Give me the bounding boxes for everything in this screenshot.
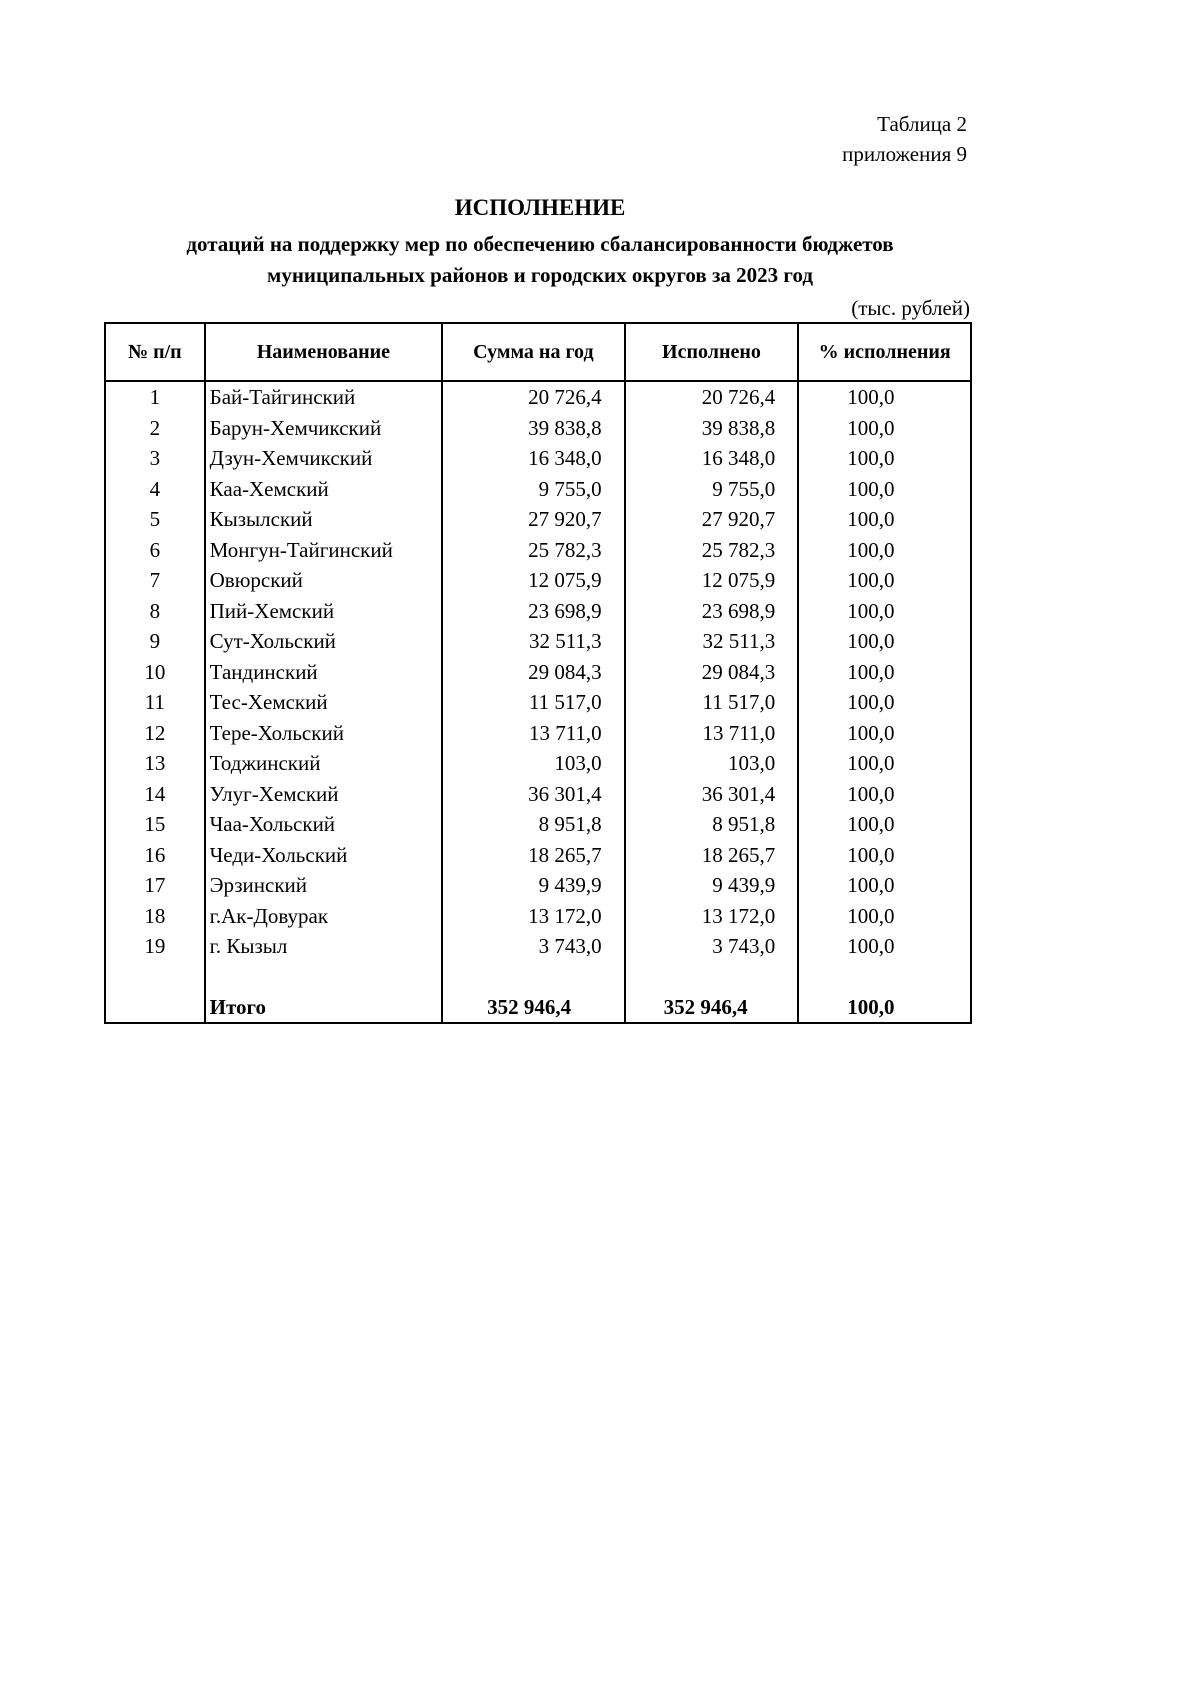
execution-percent: 100,0 xyxy=(798,840,971,871)
row-number: 4 xyxy=(105,474,205,505)
row-number: 15 xyxy=(105,809,205,840)
execution-percent: 100,0 xyxy=(798,901,971,932)
executed-amount: 16 348,0 xyxy=(625,443,799,474)
annual-sum: 25 782,3 xyxy=(442,535,625,566)
annual-sum: 13 172,0 xyxy=(442,901,625,932)
annual-sum: 12 075,9 xyxy=(442,565,625,596)
annual-sum: 20 726,4 xyxy=(442,381,625,413)
execution-percent: 100,0 xyxy=(798,413,971,444)
executed-amount: 103,0 xyxy=(625,748,799,779)
total-percent: 100,0 xyxy=(798,992,971,1024)
district-name: г.Ак-Довурак xyxy=(205,901,442,932)
table-row xyxy=(105,474,971,505)
execution-percent: 100,0 xyxy=(798,535,971,566)
execution-percent: 100,0 xyxy=(798,381,971,413)
table-reference: Таблица 2 xyxy=(877,112,967,136)
executed-amount: 25 782,3 xyxy=(625,535,799,566)
table-row xyxy=(105,687,971,718)
row-number: 1 xyxy=(105,381,205,413)
total-number-cell xyxy=(105,992,205,1024)
table-header-row xyxy=(105,323,971,381)
table-row xyxy=(105,413,971,444)
row-number: 12 xyxy=(105,718,205,749)
annual-sum: 13 711,0 xyxy=(442,718,625,749)
row-number: 16 xyxy=(105,840,205,871)
annual-sum: 103,0 xyxy=(442,748,625,779)
table-row xyxy=(105,443,971,474)
spacer-cell xyxy=(625,962,799,992)
table-row xyxy=(105,779,971,810)
table-row xyxy=(105,870,971,901)
execution-percent: 100,0 xyxy=(798,443,971,474)
table-row xyxy=(105,901,971,932)
execution-percent: 100,0 xyxy=(798,657,971,688)
executed-amount: 12 075,9 xyxy=(625,565,799,596)
district-name: Улуг-Хемский xyxy=(205,779,442,810)
row-number: 11 xyxy=(105,687,205,718)
district-name: Тандинский xyxy=(205,657,442,688)
row-number: 5 xyxy=(105,504,205,535)
annual-sum: 8 951,8 xyxy=(442,809,625,840)
table-row xyxy=(105,809,971,840)
annual-sum: 16 348,0 xyxy=(442,443,625,474)
executed-amount: 13 172,0 xyxy=(625,901,799,932)
executed-amount: 18 265,7 xyxy=(625,840,799,871)
execution-table xyxy=(104,322,972,1024)
table-row xyxy=(105,504,971,535)
column-header-percent: % исполнения xyxy=(798,323,971,381)
executed-amount: 9 755,0 xyxy=(625,474,799,505)
annual-sum: 29 084,3 xyxy=(442,657,625,688)
executed-amount: 3 743,0 xyxy=(625,931,799,962)
executed-amount: 9 439,9 xyxy=(625,870,799,901)
district-name: Пий-Хемский xyxy=(205,596,442,627)
document-subtitle-line2: муниципальных районов и городских округов за 2023 год xyxy=(267,263,813,287)
district-name: Барун-Хемчикский xyxy=(205,413,442,444)
district-name: Овюрский xyxy=(205,565,442,596)
district-name: Монгун-Тайгинский xyxy=(205,535,442,566)
table-row xyxy=(105,596,971,627)
row-number: 8 xyxy=(105,596,205,627)
execution-percent: 100,0 xyxy=(798,870,971,901)
executed-amount: 13 711,0 xyxy=(625,718,799,749)
total-annual-sum: 352 946,4 xyxy=(442,992,625,1024)
row-number: 13 xyxy=(105,748,205,779)
execution-percent: 100,0 xyxy=(798,931,971,962)
annual-sum: 39 838,8 xyxy=(442,413,625,444)
annual-sum: 36 301,4 xyxy=(442,779,625,810)
district-name: Тес-Хемский xyxy=(205,687,442,718)
table-row xyxy=(105,381,971,413)
spacer-cell xyxy=(105,962,205,992)
execution-percent: 100,0 xyxy=(798,687,971,718)
table-row xyxy=(105,535,971,566)
execution-percent: 100,0 xyxy=(798,626,971,657)
execution-percent: 100,0 xyxy=(798,565,971,596)
document-title: ИСПОЛНЕНИЕ xyxy=(454,195,626,220)
district-name: Сут-Хольский xyxy=(205,626,442,657)
executed-amount: 29 084,3 xyxy=(625,657,799,688)
column-header-annual-sum: Сумма на год xyxy=(442,323,625,381)
district-name: Тере-Хольский xyxy=(205,718,442,749)
row-number: 9 xyxy=(105,626,205,657)
annual-sum: 11 517,0 xyxy=(442,687,625,718)
total-label: Итого xyxy=(205,992,442,1024)
table-row xyxy=(105,626,971,657)
table-row xyxy=(105,931,971,962)
execution-percent: 100,0 xyxy=(798,748,971,779)
row-number: 6 xyxy=(105,535,205,566)
total-executed: 352 946,4 xyxy=(625,992,799,1024)
execution-percent: 100,0 xyxy=(798,474,971,505)
row-number: 18 xyxy=(105,901,205,932)
spacer-row xyxy=(105,962,971,992)
execution-percent: 100,0 xyxy=(798,809,971,840)
district-name: Тоджинский xyxy=(205,748,442,779)
annual-sum: 32 511,3 xyxy=(442,626,625,657)
column-header-name: Наименование xyxy=(205,323,442,381)
annual-sum: 9 755,0 xyxy=(442,474,625,505)
executed-amount: 11 517,0 xyxy=(625,687,799,718)
table-row xyxy=(105,565,971,596)
annual-sum: 27 920,7 xyxy=(442,504,625,535)
column-header-executed: Исполнено xyxy=(625,323,799,381)
executed-amount: 20 726,4 xyxy=(625,381,799,413)
row-number: 19 xyxy=(105,931,205,962)
row-number: 17 xyxy=(105,870,205,901)
spacer-cell xyxy=(205,962,442,992)
total-row xyxy=(105,992,971,1024)
district-name: Эрзинский xyxy=(205,870,442,901)
executed-amount: 27 920,7 xyxy=(625,504,799,535)
row-number: 10 xyxy=(105,657,205,688)
district-name: Дзун-Хемчикский xyxy=(205,443,442,474)
execution-percent: 100,0 xyxy=(798,596,971,627)
spacer-cell xyxy=(442,962,625,992)
executed-amount: 36 301,4 xyxy=(625,779,799,810)
execution-percent: 100,0 xyxy=(798,718,971,749)
table-row xyxy=(105,718,971,749)
table-row xyxy=(105,748,971,779)
executed-amount: 32 511,3 xyxy=(625,626,799,657)
table-row xyxy=(105,840,971,871)
district-name: Кызылский xyxy=(205,504,442,535)
row-number: 3 xyxy=(105,443,205,474)
execution-percent: 100,0 xyxy=(798,779,971,810)
district-name: Каа-Хемский xyxy=(205,474,442,505)
document-subtitle-line1: дотаций на поддержку мер по обеспечению сбалансированности бюджетов xyxy=(186,232,894,256)
executed-amount: 39 838,8 xyxy=(625,413,799,444)
annual-sum: 3 743,0 xyxy=(442,931,625,962)
units-label: (тыс. рублей) xyxy=(851,296,970,320)
row-number: 7 xyxy=(105,565,205,596)
column-header-number: № п/п xyxy=(105,323,205,381)
executed-amount: 23 698,9 xyxy=(625,596,799,627)
district-name: Чаа-Хольский xyxy=(205,809,442,840)
spacer-cell xyxy=(798,962,971,992)
annual-sum: 9 439,9 xyxy=(442,870,625,901)
row-number: 2 xyxy=(105,413,205,444)
district-name: Бай-Тайгинский xyxy=(205,381,442,413)
district-name: г. Кызыл xyxy=(205,931,442,962)
annual-sum: 18 265,7 xyxy=(442,840,625,871)
district-name: Чеди-Хольский xyxy=(205,840,442,871)
executed-amount: 8 951,8 xyxy=(625,809,799,840)
table-row xyxy=(105,657,971,688)
execution-percent: 100,0 xyxy=(798,504,971,535)
annual-sum: 23 698,9 xyxy=(442,596,625,627)
appendix-reference: приложения 9 xyxy=(842,142,967,166)
row-number: 14 xyxy=(105,779,205,810)
